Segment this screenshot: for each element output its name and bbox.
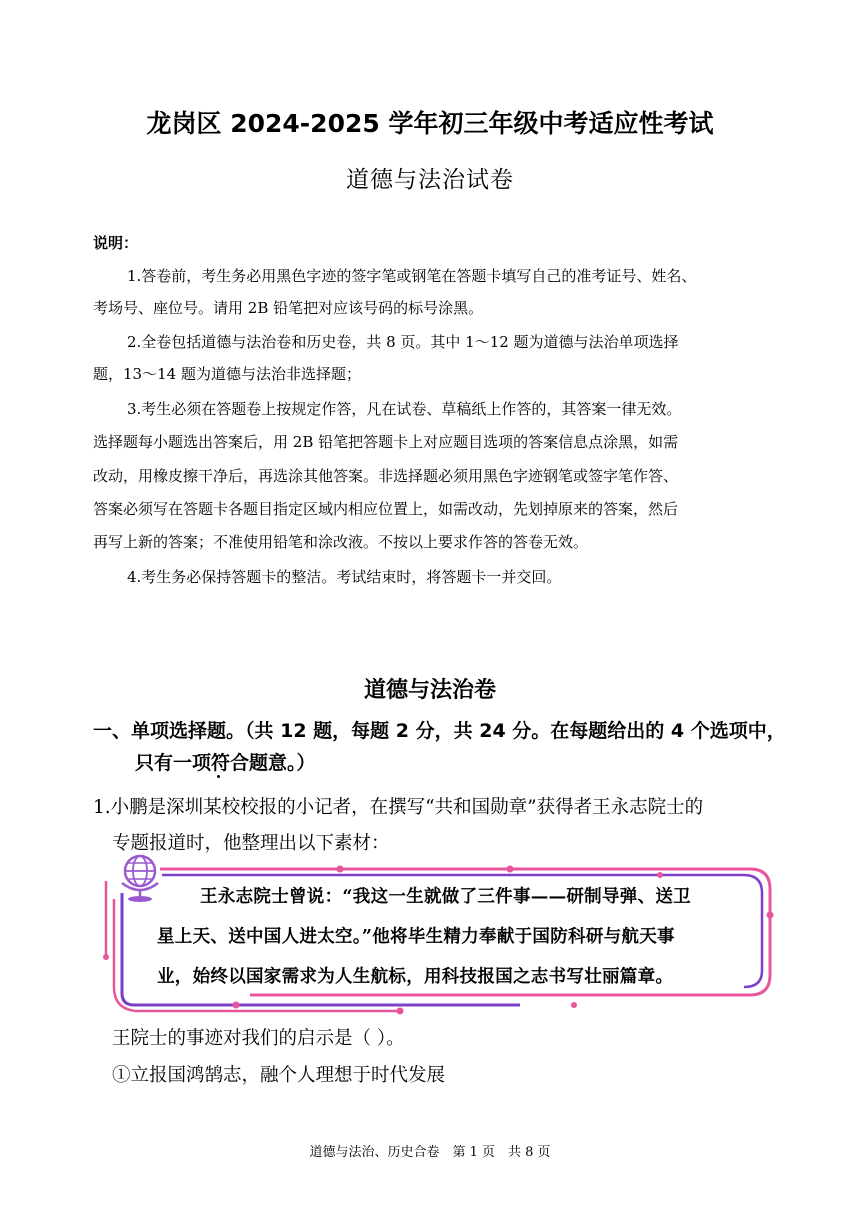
question-1-stem: 1.小鹏是深圳某校校报的小记者，在撰写“共和国勋章”获得者王永志院士的 xyxy=(93,797,704,818)
quote-line: 王永志院士曾说：“我这一生就做了三件事——研制导弹、送卫 xyxy=(200,887,691,907)
instruction-line: 考场号、座位号。请用 2B 铅笔把对应该号码的标号涂黑。 xyxy=(93,299,484,317)
question-1-option-1: ①立报国鸿鹄志，融个人理想于时代发展 xyxy=(112,1065,446,1086)
globe-icon xyxy=(122,856,158,902)
exam-subtitle: 道德与法治试卷 xyxy=(346,167,514,193)
part-heading: 一、单项选择题。（共 12 题，每题 2 分，共 24 分。在每题给出的 4 个选项中， xyxy=(93,720,786,742)
instruction-line: 答案必须写在答题卡各题目指定区域内相应位置上，如需改动，先划掉原来的答案，然后 xyxy=(93,500,679,518)
question-1-stem-continued: 专题报道时，他整理出以下素材： xyxy=(112,833,390,854)
instruction-line: 1.答卷前，考生务必用黑色字迹的签字笔或钢笔在答题卡填写自己的准考证号、姓名、 xyxy=(127,267,697,285)
instruction-line: 4.考生务必保持答题卡的整洁。考试结束时，将答题卡一并交回。 xyxy=(127,568,562,586)
page-footer: 道德与法治、历史合卷 第 1 页 共 8 页 xyxy=(309,1145,551,1160)
instructions-label: 说明： xyxy=(93,234,139,252)
instruction-line: 选择题每小题选出答案后，用 2B 铅笔把答题卡上对应题目选项的答案信息点涂黑，如需 xyxy=(93,433,679,451)
instruction-line: 3.考生必须在答题卷上按规定作答，凡在试卷、草稿纸上作答的，其答案一律无效。 xyxy=(127,400,682,418)
instruction-line: 2.全卷包括道德与法治卷和历史卷，共 8 页。其中 1～12 题为道德与法治单项选择 xyxy=(127,333,679,351)
part-heading-continued: 只有一项符合题意。） xyxy=(135,752,316,774)
quote-line: 业，始终以国家需求为人生航标，用科技报国之志书写壮丽篇章。 xyxy=(157,967,674,987)
instruction-line: 再写上新的答案；不准使用铅笔和涂改液。不按以上要求作答的答卷无效。 xyxy=(93,533,589,551)
emphasis-dot xyxy=(217,775,220,778)
instruction-line: 改动，用橡皮擦干净后，再选涂其他答案。非选择题必须用黑色字迹钢笔或签字笔作答、 xyxy=(93,467,679,485)
quote-line: 星上天、送中国人进太空。”他将毕生精力奉献于国防科研与航天事 xyxy=(157,927,675,947)
question-1-prompt: 王院士的事迹对我们的启示是（ ）。 xyxy=(112,1028,405,1049)
instruction-line: 题，13～14 题为道德与法治非选择题； xyxy=(93,365,361,383)
exam-title: 龙岗区 2024-2025 学年初三年级中考适应性考试 xyxy=(146,109,714,138)
section-title: 道德与法治卷 xyxy=(363,678,496,703)
